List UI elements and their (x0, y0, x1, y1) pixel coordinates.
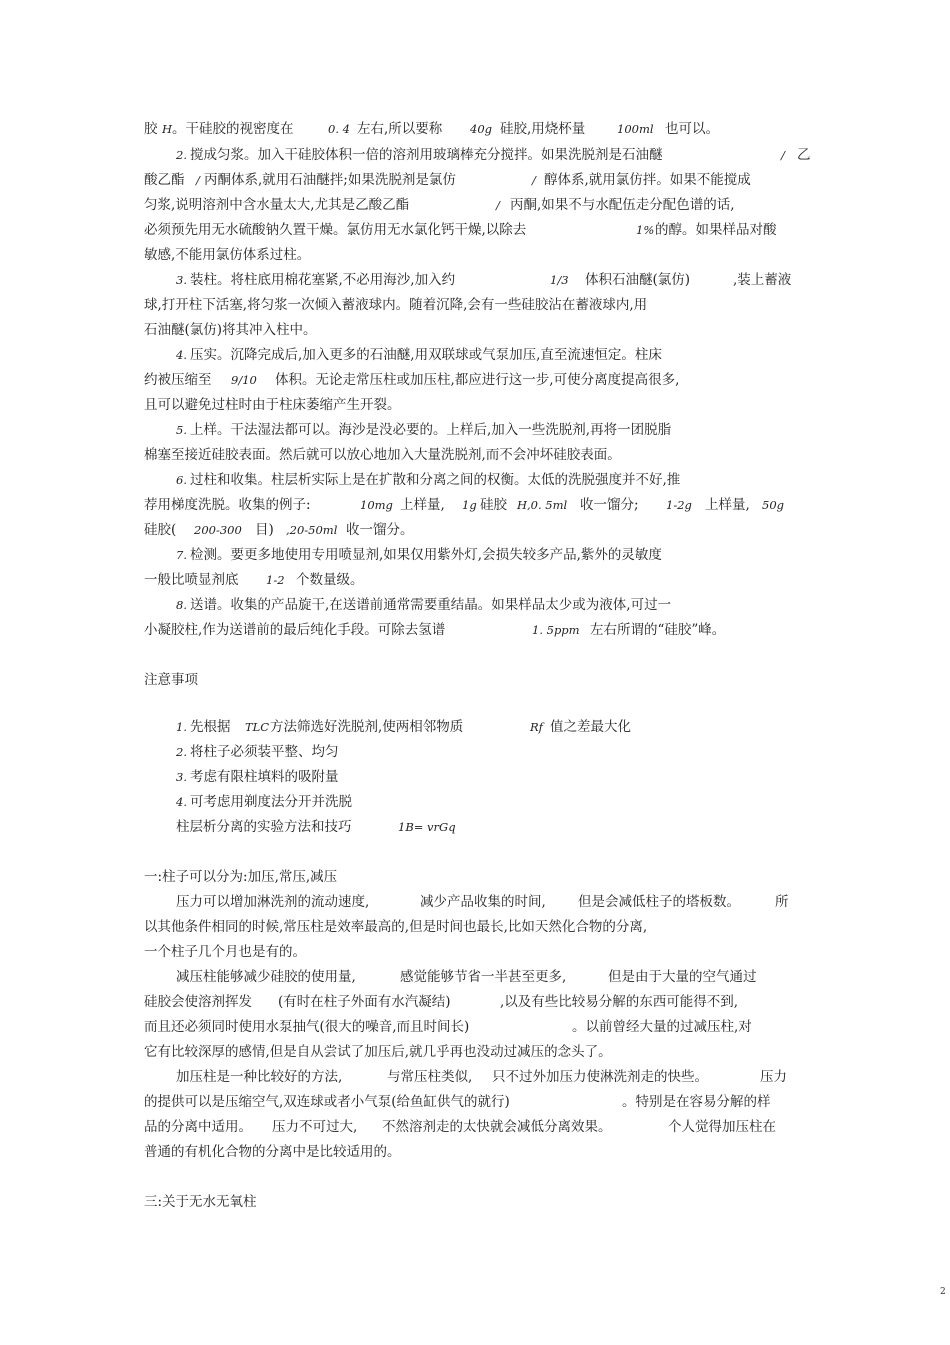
text-segment: ,装上蓄液 (733, 272, 792, 288)
text-segment: 三:关于无水无氧柱 (144, 1194, 257, 1210)
text-line (0, 594, 950, 616)
text-line (0, 766, 950, 788)
text-line (0, 419, 950, 441)
text-segment: 压实。沉降完成后,加入更多的石油醚,用双联球或气泵加压,直至流速恒定。柱床 (190, 347, 662, 363)
text-segment: 先根据 (190, 719, 231, 735)
handwritten-text: 100ml (617, 122, 654, 136)
text-segment: (有时在柱子外面有水汽凝结) (278, 994, 451, 1010)
text-segment: 敏感,不能用氯仿体系过柱。 (144, 247, 311, 263)
text-segment: 但是会减低柱子的塔板数。 (578, 894, 740, 910)
text-segment: 且可以避免过柱时由于柱床萎缩产生开裂。 (144, 397, 401, 413)
handwritten-text: 2. (176, 148, 187, 162)
text-line (0, 144, 950, 166)
text-line (0, 269, 950, 291)
handwritten-text: 8. (176, 598, 187, 612)
text-segment: 不然溶剂走的太快就会减低分离效果。 (382, 1119, 612, 1135)
text-segment: 乙 (797, 147, 811, 163)
text-line (0, 1066, 950, 1088)
text-segment: 球,打开柱下活塞,将匀浆一次倾入蓄液球内。随着沉降,会有一些硅胶沾在蓄液球内,用 (144, 297, 648, 313)
handwritten-text: 4. (176, 795, 187, 809)
text-line (0, 394, 950, 416)
handwritten-text: 50g (762, 498, 784, 512)
text-segment: 值之差最大化 (550, 719, 631, 735)
text-segment: 约被压缩至 (144, 372, 212, 388)
text-segment: 硅胶会使溶剂挥发 (144, 994, 252, 1010)
text-line (0, 866, 950, 888)
text-line (0, 716, 950, 738)
text-segment: 上样。干法湿法都可以。海沙是没必要的。上样后,加入一些洗脱剂,再将一团脱脂 (190, 422, 672, 438)
text-segment: 硅胶( (144, 522, 177, 538)
text-segment: 棉塞至接近硅胶表面。然后就可以放心地加入大量洗脱剂,而不会冲坏硅胶表面。 (144, 447, 621, 463)
text-line (0, 816, 950, 838)
text-segment: 减少产品收集的时间, (420, 894, 546, 910)
text-segment: 硅胶,用烧杯量 (500, 121, 586, 137)
handwritten-text: 1g (462, 498, 477, 512)
text-line (0, 1016, 950, 1038)
text-segment: 压力不可过大, (272, 1119, 358, 1135)
text-segment: 小凝胶柱,作为送谱前的最后纯化手段。可除去氢谱 (144, 622, 446, 638)
text-line (0, 791, 950, 813)
text-line (0, 194, 950, 216)
text-line (0, 519, 950, 541)
text-segment: 一个柱子几个月也是有的。 (144, 944, 306, 960)
text-segment: 的提供可以是压缩空气,双连球或者小气泵(给鱼缸供气的就行) (144, 1094, 510, 1110)
text-segment: 硅胶 (480, 497, 507, 513)
text-line (0, 244, 950, 266)
text-segment: 可考虑用剃度法分开并洗脱 (190, 794, 352, 810)
handwritten-text: 6. (176, 473, 187, 487)
handwritten-text: 1. (176, 720, 187, 734)
text-line (0, 118, 950, 140)
text-line (0, 941, 950, 963)
text-segment: 匀浆,说明溶剂中含水量太大,尤其是乙酸乙酯 (144, 197, 410, 213)
handwritten-text: 0. 4 (328, 122, 350, 136)
text-line (0, 1191, 950, 1213)
handwritten-text: 1B= vrGq (398, 820, 456, 834)
text-segment: 个数量级。 (296, 572, 364, 588)
text-segment: 而且还必须同时使用水泵抽气(很大的噪音,而且时间长) (144, 1019, 470, 1035)
handwritten-text: 7. (176, 548, 187, 562)
text-line (0, 669, 950, 691)
text-segment: 。特别是在容易分解的样 (622, 1094, 771, 1110)
handwritten-text: 3. (176, 273, 187, 287)
text-line (0, 169, 950, 191)
text-segment: 减压柱能够减少硅胶的使用量, (176, 969, 356, 985)
text-segment: 的醇。如果样品对酸 (655, 222, 777, 238)
text-segment: 品的分离中适用。 (144, 1119, 252, 1135)
text-segment: 柱层析分离的实验方法和技巧 (176, 819, 352, 835)
text-segment: 方法筛选好洗脱剂,使两相邻物质 (270, 719, 464, 735)
text-segment: 丙酮,如果不与水配伍走分配色谱的话, (510, 197, 735, 213)
text-segment: 压力可以增加淋洗剂的流动速度, (176, 894, 370, 910)
text-line (0, 891, 950, 913)
text-segment: 以其他条件相同的时候,常压柱是效率最高的,但是时间也最长,比如天然化合物的分离, (144, 919, 648, 935)
text-segment: 将柱子必须装平整、均匀 (190, 744, 339, 760)
handwritten-text: / (781, 148, 785, 162)
text-segment: 普通的有机化合物的分离中是比较适用的。 (144, 1144, 401, 1160)
page-number: 2 (940, 1287, 946, 1297)
text-segment: 上样量, (705, 497, 750, 513)
text-segment: 也可以。 (665, 121, 719, 137)
handwritten-text: ,20-50ml (286, 523, 338, 537)
text-segment: 酸乙酯 (144, 172, 185, 188)
text-line (0, 444, 950, 466)
text-segment: 一:柱子可以分为:加压,常压,减压 (144, 869, 338, 885)
text-line (0, 494, 950, 516)
text-segment: 它有比较深厚的感情,但是自从尝试了加压后,就几乎再也没动过减压的念头了。 (144, 1044, 612, 1060)
text-segment: 只不过外加压力使淋洗剂走的快些。 (492, 1069, 708, 1085)
text-segment: 送谱。收集的产品旋干,在送谱前通常需要重结晶。如果样品太少或为液体,可过一 (190, 597, 672, 613)
text-line (0, 1091, 950, 1113)
handwritten-text: 9/10 (231, 373, 257, 387)
handwritten-text: 40g (470, 122, 492, 136)
handwritten-text: / (196, 173, 200, 187)
handwritten-text: 4. (176, 348, 187, 362)
text-line (0, 916, 950, 938)
text-segment: 一般比喷显剂底 (144, 572, 239, 588)
handwritten-text: 1-2 (266, 573, 285, 587)
handwritten-text: 10mg (360, 498, 393, 512)
text-segment: 但是由于大量的空气通过 (608, 969, 757, 985)
text-segment: 丙酮体系,就用石油醚拌;如果洗脱剂是氯仿 (204, 172, 456, 188)
handwritten-text: 1/3 (550, 273, 569, 287)
handwritten-text: 1-2g (666, 498, 692, 512)
text-segment: 装柱。将柱底用棉花塞紧,不必用海沙,加入约 (190, 272, 456, 288)
text-segment: 左右所谓的“硅胶”峰。 (590, 622, 726, 638)
text-segment: 压力 (760, 1069, 787, 1085)
text-segment: 石油醚(氯仿)将其冲入柱中。 (144, 322, 317, 338)
text-segment: 感觉能够节省一半甚至更多, (400, 969, 567, 985)
text-segment: 所 (775, 894, 789, 910)
handwritten-text: 200-300 (194, 523, 242, 537)
text-segment: 加压柱是一种比较好的方法, (176, 1069, 343, 1085)
handwritten-text: Rf (530, 720, 543, 734)
handwritten-text: H,0. 5ml (517, 498, 568, 512)
handwritten-text: / (532, 173, 536, 187)
text-segment: 必须预先用无水硫酸钠久置干燥。氯仿用无水氯化钙干燥,以除去 (144, 222, 527, 238)
text-segment: 体积石油醚(氯仿) (585, 272, 691, 288)
handwritten-text: 2. (176, 745, 187, 759)
text-segment: 搅成匀浆。加入干硅胶体积一倍的溶剂用玻璃棒充分搅拌。如果洗脱剂是石油醚 (190, 147, 663, 163)
text-segment: 个人觉得加压柱在 (668, 1119, 776, 1135)
text-segment: 醇体系,就用氯仿拌。如果不能搅成 (544, 172, 751, 188)
handwritten-text: 3. (176, 770, 187, 784)
text-line (0, 966, 950, 988)
text-line (0, 369, 950, 391)
text-line (0, 469, 950, 491)
text-line (0, 619, 950, 641)
text-segment: 胶 (144, 121, 162, 137)
text-line (0, 544, 950, 566)
text-segment: 。以前曾经大量的过减压柱,对 (572, 1019, 752, 1035)
handwritten-text: 5. (176, 423, 187, 437)
handwritten-text: H (162, 122, 173, 136)
text-segment: 与常压柱类似, (387, 1069, 473, 1085)
text-segment: 目) (255, 522, 274, 538)
text-line (0, 1141, 950, 1163)
text-segment: 考虑有限柱填料的吸附量 (190, 769, 339, 785)
text-line (0, 319, 950, 341)
handwritten-text: 1% (636, 223, 655, 237)
text-segment: 检测。要更多地使用专用喷显剂,如果仅用紫外灯,会损失较多产品,紫外的灵敏度 (190, 547, 662, 563)
text-line (0, 1116, 950, 1138)
text-segment: 。干硅胶的视密度在 (172, 121, 294, 137)
text-line (0, 219, 950, 241)
text-segment: 荐用梯度洗脱。收集的例子: (144, 497, 311, 513)
text-segment: 左右,所以要称 (357, 121, 443, 137)
text-segment: 过柱和收集。柱层析实际上是在扩散和分离之间的权衡。太低的洗脱强度并不好,推 (190, 472, 681, 488)
text-segment: 收一馏分。 (346, 522, 414, 538)
text-segment: 收一馏分; (580, 497, 639, 513)
text-segment: 体积。无论走常压柱或加压柱,都应进行这一步,可使分离度提高很多, (275, 372, 680, 388)
text-line (0, 991, 950, 1013)
handwritten-text: TLC (245, 720, 270, 734)
text-line (0, 569, 950, 591)
handwritten-text: / (496, 198, 500, 212)
text-segment: 上样量, (400, 497, 445, 513)
text-segment: ,以及有些比较易分解的东西可能得不到, (500, 994, 739, 1010)
text-segment: 注意事项 (144, 672, 198, 688)
text-line (0, 1041, 950, 1063)
handwritten-text: 1. 5ppm (532, 623, 580, 637)
text-line (0, 344, 950, 366)
text-line (0, 741, 950, 763)
text-line (0, 294, 950, 316)
